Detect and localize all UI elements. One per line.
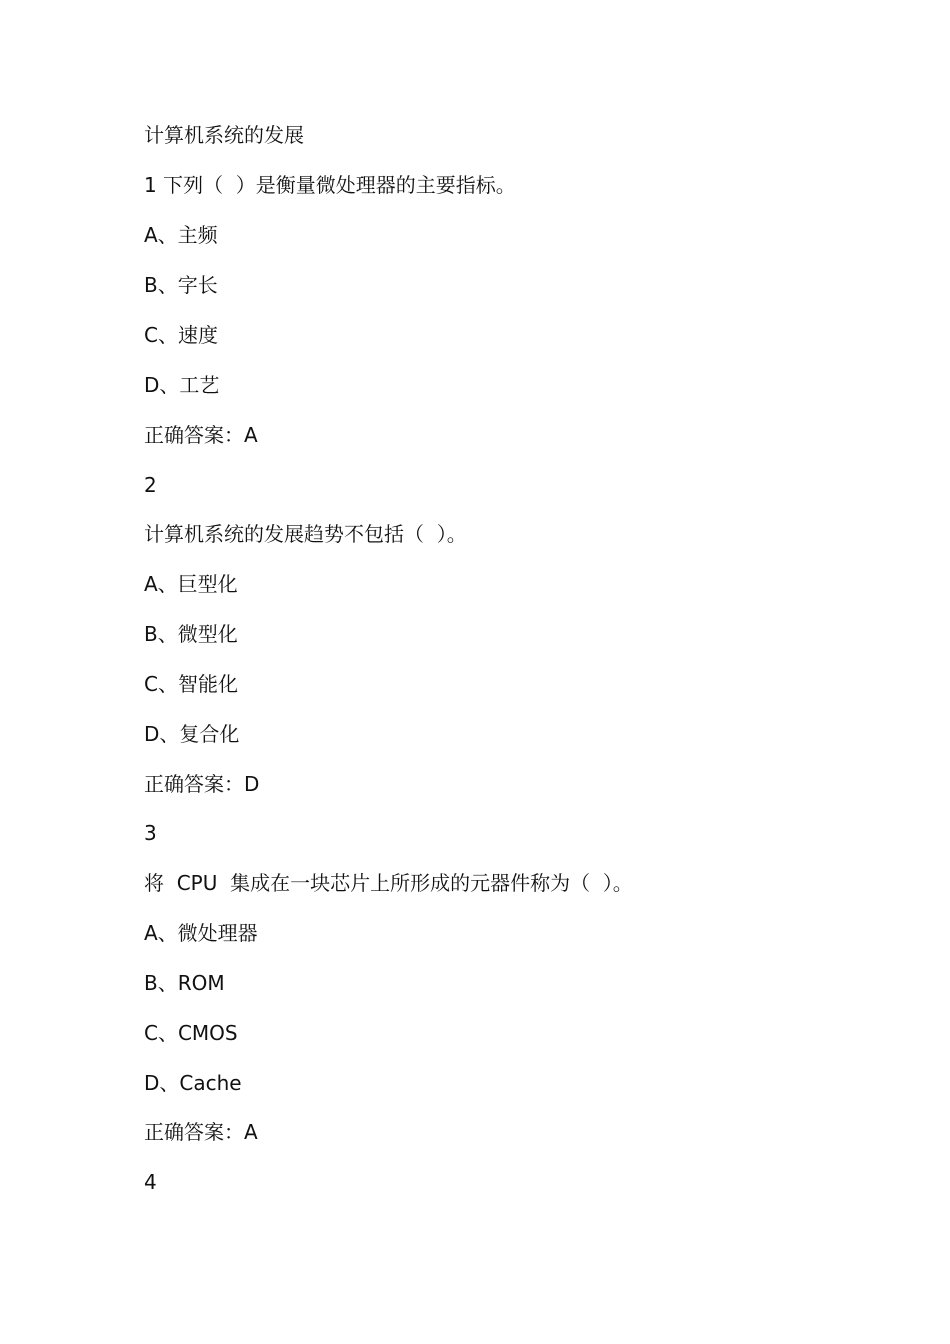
question-3-answer: 正确答案：A	[144, 1120, 258, 1144]
question-3-option-c: C、CMOS	[144, 1021, 238, 1045]
question-2-answer: 正确答案：D	[144, 772, 260, 796]
question-2-option-d: D、复合化	[144, 722, 240, 746]
question-3-option-d: D、Cache	[144, 1071, 242, 1095]
question-3-text: 将 CPU 集成在一块芯片上所形成的元器件称为（ ）。	[144, 871, 633, 895]
question-3-number: 3	[144, 821, 157, 845]
question-1-answer: 正确答案：A	[144, 423, 258, 447]
question-2-text: 计算机系统的发展趋势不包括（ ）。	[144, 522, 467, 546]
question-2-option-c: C、智能化	[144, 672, 238, 696]
question-3-option-a: A、微处理器	[144, 921, 258, 945]
question-2-option-b: B、微型化	[144, 622, 238, 646]
question-1-option-c: C、速度	[144, 323, 218, 347]
question-3-option-b: B、ROM	[144, 971, 225, 995]
question-1-option-b: B、字长	[144, 273, 218, 297]
question-2-option-a: A、巨型化	[144, 572, 238, 596]
question-2-number: 2	[144, 473, 157, 497]
question-1-option-d: D、工艺	[144, 373, 220, 397]
question-1-text: 1 下列（ ）是衡量微处理器的主要指标。	[144, 173, 516, 197]
document-title: 计算机系统的发展	[144, 123, 304, 147]
question-1-option-a: A、主频	[144, 223, 218, 247]
question-4-number: 4	[144, 1170, 157, 1194]
